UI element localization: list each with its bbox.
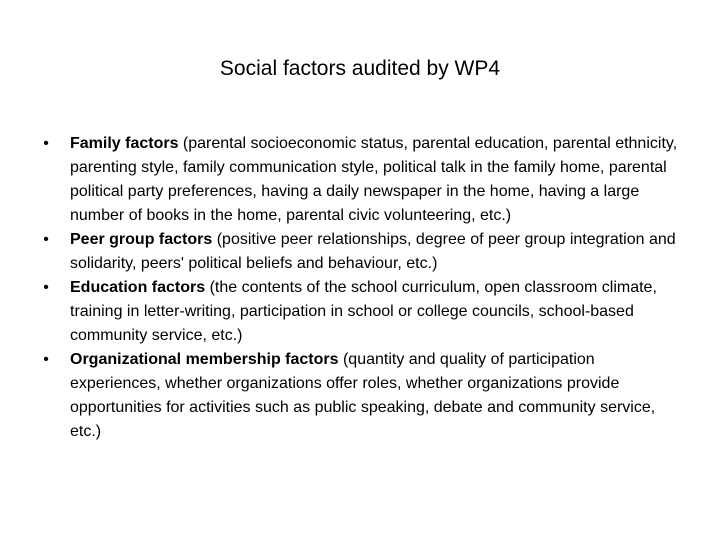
bullet-icon: • bbox=[43, 135, 49, 152]
bullet-heading: Organizational membership factors bbox=[70, 351, 339, 368]
bullet-icon: • bbox=[43, 279, 49, 296]
list-item-organizational-membership-factors bbox=[36, 348, 686, 444]
bullet-icon: • bbox=[43, 351, 49, 368]
bullet-icon: • bbox=[43, 231, 49, 248]
factor-list bbox=[36, 132, 686, 444]
bullet-heading: Peer group factors bbox=[70, 231, 213, 248]
bullet-description: (positive peer relationships, degree of peer group integration and solidarity, peers' political beliefs and behaviour, etc.) bbox=[70, 231, 676, 272]
list-item-family-factors bbox=[36, 132, 686, 228]
bullet-heading: Family factors bbox=[70, 135, 179, 152]
bullet-description: (parental socioeconomic status, parental education, parental ethnicity, parenting style, family communication style, political talk in the family home, parental political party preferences, having a daily newspaper in the home, having a large number of books in the home, parental civic volunteering, etc.) bbox=[70, 135, 678, 224]
bullet-description: (the contents of the school curriculum, open classroom climate, training in letter-writing, participation in school or college councils, school-based community service, etc.) bbox=[70, 279, 657, 344]
slide-title: Social factors audited by WP4 bbox=[219, 57, 501, 80]
list-item-peer-group-factors bbox=[36, 228, 686, 276]
bullet-heading: Education factors bbox=[70, 279, 206, 296]
list-item-education-factors bbox=[36, 276, 686, 348]
bullet-description: (quantity and quality of participation experiences, whether organizations offer roles, whether organizations provide opportunities for activities such as public speaking, debate and community service, etc.) bbox=[70, 351, 656, 440]
